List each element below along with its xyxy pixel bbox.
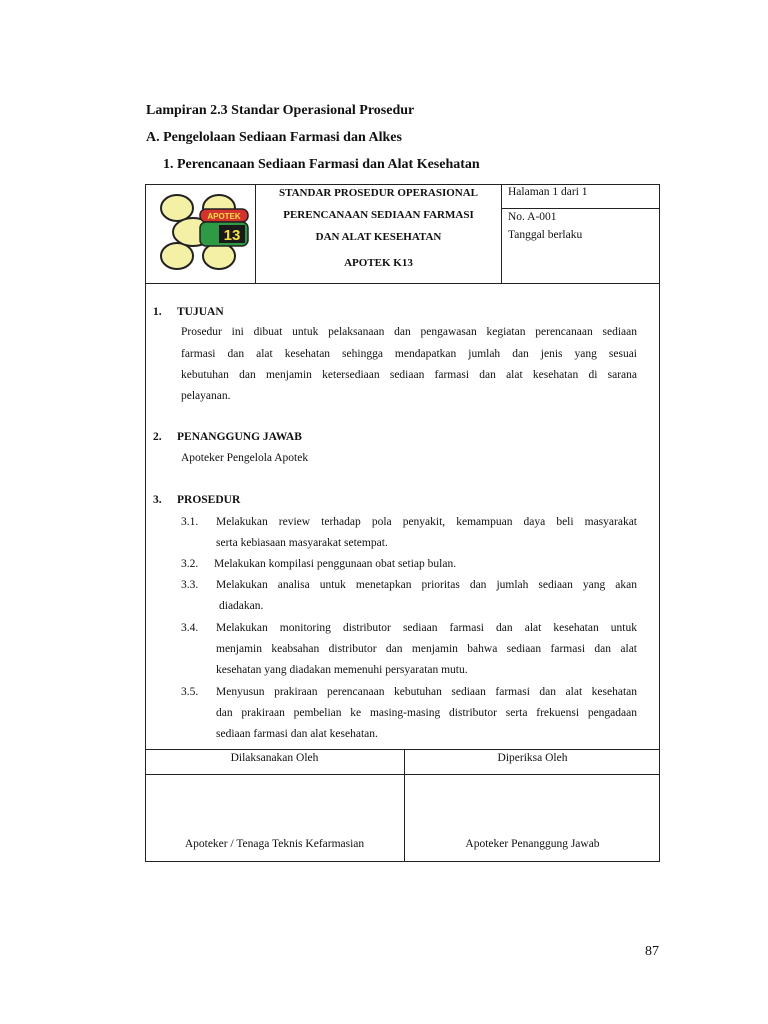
page-info: Halaman 1 dari 1 [508,186,588,198]
sop-title-line: PERENCANAAN SEDIAAN FARMASI [283,209,474,221]
logo-number: 13 [223,227,241,244]
tujuan-line: pelayanan. [181,390,231,402]
step-line: kesehatan yang diadakan memenuhi persyaratan mutu. [216,664,468,676]
step-line: Melakukan analisa untuk menetapkan prioritas dan jumlah sediaan yang akan [216,579,637,591]
penanggung-number: 2. [153,431,162,443]
apotek-k13-logo [157,192,253,274]
checked-by-signatory: Apoteker Penanggung Jawab [465,838,600,850]
step-line: Melakukan monitoring distributor sediaan farmasi dan alat kesehatan untuk [216,622,637,634]
step-line: serta kebiasaan masyarakat setempat. [216,537,388,549]
effective-date-label: Tanggal berlaku [508,229,583,241]
step-line: sediaan farmasi dan alat kesehatan. [216,728,378,740]
step-line: diadakan. [219,600,264,612]
step-number: 3.3. [181,579,199,591]
step-line: menjamin keabsahan distributor dan menjamin bahwa sediaan farmasi dan alat [216,643,637,655]
section-a-heading: A. Pengelolaan Sediaan Farmasi dan Alkes [146,130,402,145]
executed-by-signatory: Apoteker / Tenaga Teknis Kefarmasian [184,838,365,850]
logo-text: APOTEK [207,212,241,221]
prosedur-title: PROSEDUR [177,494,241,506]
step-line: Melakukan review terhadap pola penyakit, kemampuan daya beli masyarakat [216,516,637,528]
penanggung-title: PENANGGUNG JAWAB [177,431,302,443]
tujuan-line: farmasi dan alat kesehatan sehingga mendapatkan jumlah dan jenis yang sesuai [181,348,637,360]
executed-by-header: Dilaksanakan Oleh [230,752,319,764]
checked-by-header: Diperiksa Oleh [497,752,568,764]
tujuan-line: Prosedur ini dibuat untuk pelaksanaan dan pengawasan kegiatan perencanaan sediaan [181,326,637,338]
sop-title [256,184,501,272]
page-number: 87 [645,944,659,959]
step-number: 3.4. [181,622,199,634]
tujuan-title: TUJUAN [177,306,224,318]
sop-title-line: APOTEK K13 [344,257,413,269]
document-number: No. A-001 [508,211,557,223]
step-number: 3.2. [181,558,199,570]
tujuan-line: kebutuhan dan menjamin ketersediaan sediaan farmasi dan alat kesehatan di sarana [181,369,637,381]
step-number: 3.5. [181,686,199,698]
penanggung-text: Apoteker Pengelola Apotek [181,452,309,464]
step-line: dan prakiraan pembelian ke masing-masing distributor serta frekuensi pengadaan [216,707,637,719]
section-1-heading: 1. Perencanaan Sediaan Farmasi dan Alat Kesehatan [163,157,480,172]
prosedur-number: 3. [153,494,162,506]
tujuan-number: 1. [153,306,162,318]
sop-title-line: DAN ALAT KESEHATAN [315,231,442,243]
step-line: Melakukan kompilasi penggunaan obat setiap bulan. [214,558,457,570]
appendix-title: Lampiran 2.3 Standar Operasional Prosedur [146,103,415,118]
step-number: 3.1. [181,516,199,528]
step-line: Menyusun prakiraan perencanaan kebutuhan sediaan farmasi dan alat kesehatan [216,686,637,698]
sop-title-line: STANDAR PROSEDUR OPERASIONAL [278,187,479,199]
